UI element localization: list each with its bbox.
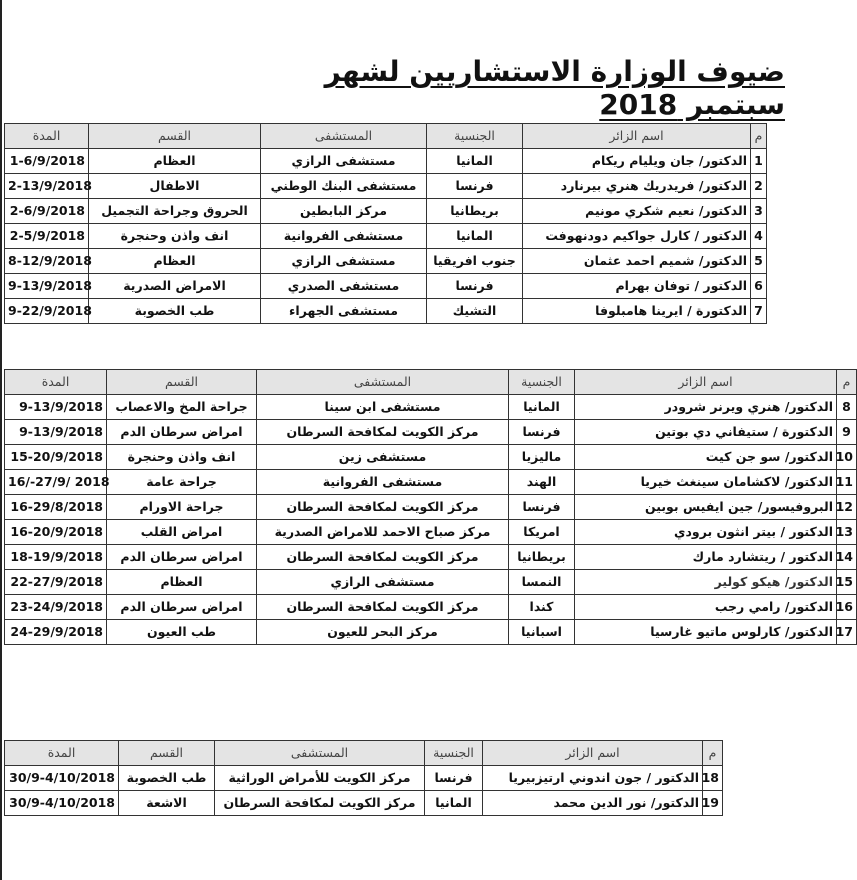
visitor-name: الدكتورة / ستيفاني دي بوتين bbox=[575, 420, 837, 445]
table-row bbox=[5, 149, 767, 174]
visitor-number: 13 bbox=[837, 520, 857, 545]
header-hospital: المستشفى bbox=[257, 370, 509, 395]
visitor-number: 11 bbox=[837, 470, 857, 495]
visitor-nationality: المانيا bbox=[425, 791, 483, 816]
visitor-department: طب العيون bbox=[107, 620, 257, 645]
visitor-number: 17 bbox=[837, 620, 857, 645]
header-department: القسم bbox=[119, 741, 215, 766]
visitors-table-1 bbox=[4, 123, 767, 324]
visitor-period: 2-13/9/2018 bbox=[5, 174, 89, 199]
header-department: القسم bbox=[89, 124, 261, 149]
visitor-name: الدكتور / ريتشارد مارك bbox=[575, 545, 837, 570]
visitor-number: 9 bbox=[837, 420, 857, 445]
header-department: القسم bbox=[107, 370, 257, 395]
visitor-nationality: بريطانيا bbox=[427, 199, 523, 224]
visitor-number: 3 bbox=[751, 199, 767, 224]
visitor-nationality: جنوب افريقيا bbox=[427, 249, 523, 274]
visitor-department: انف واذن وحنجرة bbox=[89, 224, 261, 249]
visitor-hospital: مركز الكويت للأمراض الوراثية bbox=[215, 766, 425, 791]
table-row bbox=[5, 224, 767, 249]
visitor-hospital: مركز الكويت لمكافحة السرطان bbox=[215, 791, 425, 816]
visitor-name: الدكتور/ فريدريك هنري بيرنارد bbox=[523, 174, 751, 199]
header-nationality: الجنسية bbox=[509, 370, 575, 395]
table-row bbox=[5, 620, 857, 645]
visitor-period: 30/9-4/10/2018 bbox=[5, 766, 119, 791]
visitor-period: 2-6/9/2018 bbox=[5, 199, 89, 224]
visitor-number: 12 bbox=[837, 495, 857, 520]
visitor-period: 16-29/8/2018 bbox=[5, 495, 107, 520]
page-title: ضيوف الوزارة الاستشاريين لشهر سبتمبر 2018 bbox=[324, 55, 785, 121]
visitor-nationality: النمسا bbox=[509, 570, 575, 595]
visitor-period: 23-24/9/2018 bbox=[5, 595, 107, 620]
visitor-period: 8-12/9/2018 bbox=[5, 249, 89, 274]
visitor-name: الدكتور / كارل جواكيم دودنهوفت bbox=[523, 224, 751, 249]
visitor-name: الدكتور/ نور الدين محمد bbox=[483, 791, 703, 816]
visitor-name: الدكتور/ سو جن كيت bbox=[575, 445, 837, 470]
visitor-name: البروفيسور/ جين ايفيس بوبين bbox=[575, 495, 837, 520]
visitor-nationality: امريكا bbox=[509, 520, 575, 545]
header-period: المدة bbox=[5, 370, 107, 395]
visitor-period: 22-27/9/2018 bbox=[5, 570, 107, 595]
visitor-name: الدكتور / توفان بهرام bbox=[523, 274, 751, 299]
visitor-number: 5 bbox=[751, 249, 767, 274]
visitor-name: الدكتور/ لاكشامان سينغث خيريا bbox=[575, 470, 837, 495]
visitor-period: 9-22/9/2018 bbox=[5, 299, 89, 324]
visitor-hospital: مركز البابطين bbox=[261, 199, 427, 224]
visitor-nationality: التشيك bbox=[427, 299, 523, 324]
header-period: المدة bbox=[5, 741, 119, 766]
visitor-department: جراحة عامة bbox=[107, 470, 257, 495]
visitor-number: 14 bbox=[837, 545, 857, 570]
visitor-department: العظام bbox=[89, 249, 261, 274]
visitor-nationality: الهند bbox=[509, 470, 575, 495]
visitor-number: 16 bbox=[837, 595, 857, 620]
visitor-number: 4 bbox=[751, 224, 767, 249]
table-row bbox=[5, 299, 767, 324]
table-row bbox=[5, 470, 857, 495]
table-row bbox=[5, 395, 857, 420]
visitor-name: الدكتور / بيتر انثون برودي bbox=[575, 520, 837, 545]
visitor-nationality: فرنسا bbox=[427, 274, 523, 299]
visitor-nationality: اسبانيا bbox=[509, 620, 575, 645]
table-row bbox=[5, 791, 723, 816]
table-row bbox=[5, 274, 767, 299]
visitor-number: 15 bbox=[837, 570, 857, 595]
header-num: م bbox=[703, 741, 723, 766]
visitor-department: الاشعة bbox=[119, 791, 215, 816]
visitor-period: 18-19/9/2018 bbox=[5, 545, 107, 570]
visitor-hospital: مركز الكويت لمكافحة السرطان bbox=[257, 420, 509, 445]
visitor-name: الدكتور/ رامي رجب bbox=[575, 595, 837, 620]
visitor-period: 16/-27/9/ 2018 bbox=[5, 470, 107, 495]
visitor-department: امراض سرطان الدم bbox=[107, 545, 257, 570]
visitor-hospital: مستشفى البنك الوطني bbox=[261, 174, 427, 199]
visitor-name: الدكتور/ كارلوس ماتيو غارسيا bbox=[575, 620, 837, 645]
visitor-nationality: المانيا bbox=[509, 395, 575, 420]
visitor-department: امراض القلب bbox=[107, 520, 257, 545]
visitor-name: الدكتور/ جان ويليام ريكام bbox=[523, 149, 751, 174]
table-row bbox=[5, 249, 767, 274]
visitor-period: 1-6/9/2018 bbox=[5, 149, 89, 174]
visitor-department: جراحة المخ والاعصاب bbox=[107, 395, 257, 420]
visitor-name: الدكتور/ شميم احمد عثمان bbox=[523, 249, 751, 274]
visitor-number: 8 bbox=[837, 395, 857, 420]
visitor-hospital: مركز صباح الاحمد للامراض الصدرية bbox=[257, 520, 509, 545]
visitor-hospital: مستشفى الرازي bbox=[257, 570, 509, 595]
visitor-period: 16-20/9/2018 bbox=[5, 520, 107, 545]
visitor-nationality: المانيا bbox=[427, 149, 523, 174]
visitor-department: الامراض الصدرية bbox=[89, 274, 261, 299]
visitor-period: 9-13/9/2018 bbox=[5, 420, 107, 445]
visitor-name: الدكتور/ هيكو كولير bbox=[575, 570, 837, 595]
visitor-period: 9-13/9/2018 bbox=[5, 274, 89, 299]
table-row bbox=[5, 520, 857, 545]
visitor-department: انف واذن وحنجرة bbox=[107, 445, 257, 470]
visitor-name: الدكتور/ هنري ويرنر شرودر bbox=[575, 395, 837, 420]
visitor-nationality: المانيا bbox=[427, 224, 523, 249]
visitor-number: 19 bbox=[703, 791, 723, 816]
header-period: المدة bbox=[5, 124, 89, 149]
visitor-department: العظام bbox=[89, 149, 261, 174]
visitor-nationality: فرنسا bbox=[509, 420, 575, 445]
visitor-hospital: مستشفى الصدري bbox=[261, 274, 427, 299]
visitor-name: الدكتور / جون اندوني ارتيزبيريا bbox=[483, 766, 703, 791]
visitor-period: 24-29/9/2018 bbox=[5, 620, 107, 645]
header-nationality: الجنسية bbox=[425, 741, 483, 766]
visitor-name: الدكتورة / ايرينا هامبلوفا bbox=[523, 299, 751, 324]
table-row bbox=[5, 199, 767, 224]
visitor-period: 15-20/9/2018 bbox=[5, 445, 107, 470]
table-row bbox=[5, 766, 723, 791]
visitor-hospital: مستشفى الرازي bbox=[261, 149, 427, 174]
visitor-hospital: مستشفى زين bbox=[257, 445, 509, 470]
visitor-nationality: فرنسا bbox=[425, 766, 483, 791]
header-name: اسم الزائر bbox=[575, 370, 837, 395]
table-row bbox=[5, 420, 857, 445]
visitor-hospital: مستشفى الرازي bbox=[261, 249, 427, 274]
visitor-number: 2 bbox=[751, 174, 767, 199]
visitor-department: طب الخصوبة bbox=[89, 299, 261, 324]
visitor-hospital: مستشفى الفروانية bbox=[257, 470, 509, 495]
visitor-hospital: مستشفى ابن سينا bbox=[257, 395, 509, 420]
table-row bbox=[5, 495, 857, 520]
visitor-nationality: فرنسا bbox=[509, 495, 575, 520]
table-row bbox=[5, 570, 857, 595]
visitor-nationality: فرنسا bbox=[427, 174, 523, 199]
table-row bbox=[5, 174, 767, 199]
table-row bbox=[5, 545, 857, 570]
visitors-table-2 bbox=[4, 369, 857, 645]
visitor-department: امراض سرطان الدم bbox=[107, 595, 257, 620]
header-num: م bbox=[837, 370, 857, 395]
visitor-department: الحروق وجراحة التجميل bbox=[89, 199, 261, 224]
header-hospital: المستشفى bbox=[261, 124, 427, 149]
visitor-department: طب الخصوبة bbox=[119, 766, 215, 791]
visitor-number: 1 bbox=[751, 149, 767, 174]
header-name: اسم الزائر bbox=[483, 741, 703, 766]
visitor-hospital: مركز البحر للعيون bbox=[257, 620, 509, 645]
visitor-hospital: مركز الكويت لمكافحة السرطان bbox=[257, 595, 509, 620]
visitor-hospital: مركز الكويت لمكافحة السرطان bbox=[257, 495, 509, 520]
visitor-nationality: بريطانيا bbox=[509, 545, 575, 570]
table-header-row bbox=[5, 741, 723, 766]
visitor-department: امراض سرطان الدم bbox=[107, 420, 257, 445]
table-header-row bbox=[5, 370, 857, 395]
visitor-number: 7 bbox=[751, 299, 767, 324]
visitor-department: العظام bbox=[107, 570, 257, 595]
header-name: اسم الزائر bbox=[523, 124, 751, 149]
visitor-number: 10 bbox=[837, 445, 857, 470]
header-nationality: الجنسية bbox=[427, 124, 523, 149]
visitor-name: الدكتور/ نعيم شكري مونيم bbox=[523, 199, 751, 224]
visitor-hospital: مستشفى الجهراء bbox=[261, 299, 427, 324]
visitor-period: 9-13/9/2018 bbox=[5, 395, 107, 420]
visitor-number: 18 bbox=[703, 766, 723, 791]
visitor-period: 30/9-4/10/2018 bbox=[5, 791, 119, 816]
visitor-department: الاطفال bbox=[89, 174, 261, 199]
header-num: م bbox=[751, 124, 767, 149]
table-row bbox=[5, 445, 857, 470]
visitor-number: 6 bbox=[751, 274, 767, 299]
visitor-period: 2-5/9/2018 bbox=[5, 224, 89, 249]
visitor-nationality: ماليزيا bbox=[509, 445, 575, 470]
header-hospital: المستشفى bbox=[215, 741, 425, 766]
visitor-department: جراحة الاورام bbox=[107, 495, 257, 520]
table-header-row bbox=[5, 124, 767, 149]
table-row bbox=[5, 595, 857, 620]
visitor-hospital: مستشفى الفروانية bbox=[261, 224, 427, 249]
visitor-nationality: كندا bbox=[509, 595, 575, 620]
visitor-hospital: مركز الكويت لمكافحة السرطان bbox=[257, 545, 509, 570]
visitors-table-3 bbox=[4, 740, 723, 816]
